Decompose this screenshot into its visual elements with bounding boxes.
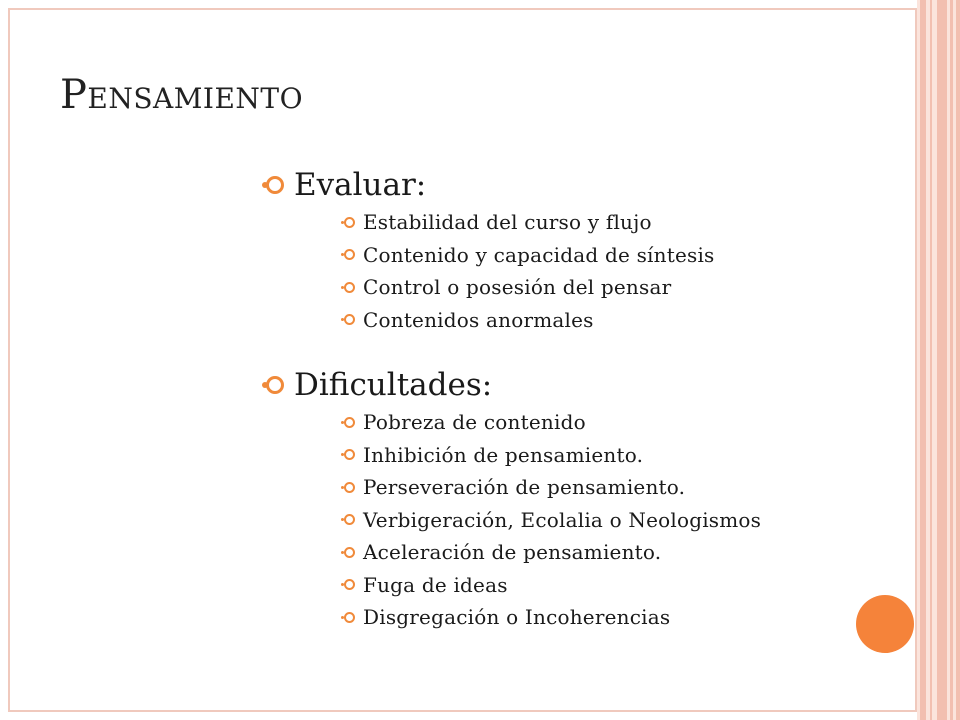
section-heading xyxy=(266,364,761,406)
sub-bullet-icon xyxy=(344,449,355,460)
decorative-circle xyxy=(856,595,914,653)
list-item xyxy=(266,601,761,634)
list-item xyxy=(266,536,761,569)
sub-bullet-icon xyxy=(344,514,355,525)
list-item-text: Control o posesión del pensar xyxy=(363,275,672,300)
list-item-text: Aceleración de pensamiento. xyxy=(363,540,662,565)
sub-bullet-icon xyxy=(344,482,355,493)
list-item-text: Verbigeración, Ecolalia o Neologismos xyxy=(363,507,762,532)
sub-bullet-icon xyxy=(344,282,355,293)
decorative-stripe xyxy=(920,0,926,720)
section-heading-text: Evaluar: xyxy=(294,167,427,203)
list-item xyxy=(266,304,715,337)
list-item xyxy=(266,439,761,472)
bullet-list xyxy=(266,206,715,336)
section-dificultades xyxy=(266,364,761,634)
bullet-icon xyxy=(266,376,284,394)
list-item-text: Contenido y capacidad de síntesis xyxy=(363,242,715,267)
list-item xyxy=(266,504,761,537)
sub-bullet-icon xyxy=(344,612,355,623)
decorative-stripe xyxy=(937,0,947,720)
list-item xyxy=(266,406,761,439)
sub-bullet-icon xyxy=(344,579,355,590)
section-heading-text: Dificultades: xyxy=(294,367,493,403)
bullet-list xyxy=(266,406,761,634)
decorative-stripe xyxy=(930,0,932,720)
list-item xyxy=(266,206,715,239)
list-item-text: Contenidos anormales xyxy=(363,307,594,332)
bullet-icon xyxy=(266,176,284,194)
slide-title: Pensamiento xyxy=(60,72,304,118)
section-heading xyxy=(266,164,715,206)
sub-bullet-icon xyxy=(344,217,355,228)
sub-bullet-icon xyxy=(344,417,355,428)
list-item-text: Disgregación o Incoherencias xyxy=(363,605,671,630)
sub-bullet-icon xyxy=(344,547,355,558)
list-item xyxy=(266,239,715,272)
list-item-text: Fuga de ideas xyxy=(363,572,508,597)
section-evaluar xyxy=(266,164,715,336)
list-item-text: Estabilidad del curso y flujo xyxy=(363,210,652,235)
sub-bullet-icon xyxy=(344,249,355,260)
decorative-stripe xyxy=(956,0,960,720)
list-item xyxy=(266,471,761,504)
list-item xyxy=(266,569,761,602)
decorative-stripe xyxy=(950,0,953,720)
list-item-text: Inhibición de pensamiento. xyxy=(363,442,644,467)
sub-bullet-icon xyxy=(344,314,355,325)
list-item xyxy=(266,271,715,304)
list-item-text: Perseveración de pensamiento. xyxy=(363,475,686,500)
list-item-text: Pobreza de contenido xyxy=(363,410,586,435)
